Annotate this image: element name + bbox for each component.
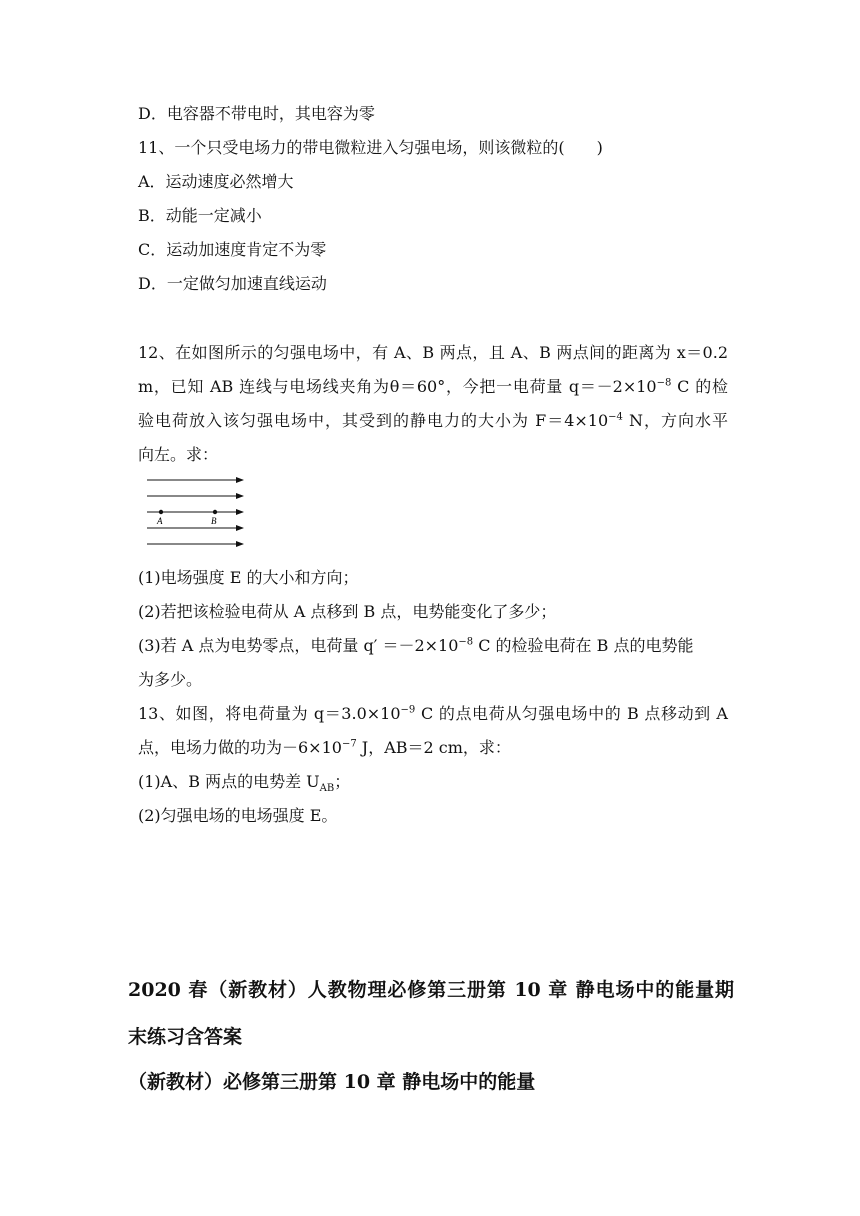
- q11-stem: 11、一个只受电场力的带电微粒进入匀强电场，则该微粒的( ): [138, 138, 603, 157]
- q13-sub1: (1)A、B 两点的电势差 $U_{AB}$；: [138, 772, 351, 795]
- point-b: [213, 510, 217, 514]
- point-a: [159, 510, 163, 514]
- q13-sub2: (2)匀强电场的电场强度 E。: [138, 806, 338, 825]
- q12-sub1: (1)电场强度 E 的大小和方向；: [138, 568, 359, 587]
- q12-stem-line1: 12、在如图所示的匀强电场中，有 A、B 两点，且 A、B 两点间的距离为 x＝0.2: [138, 343, 728, 362]
- q11-option-b: B．动能一定减小: [138, 206, 262, 225]
- q11-option-a: A．运动速度必然增大: [138, 172, 294, 191]
- q12-stem-line3: 验电荷放入该匀强电场中，其受到的静电力的大小为 $F=4\times 10^{-4}$ N，方向水平: [138, 411, 728, 430]
- q13-stem-line2: 点，电场力做的功为$-6\times 10^{-7}$ J，AB＝2 cm，求：: [138, 738, 511, 757]
- point-a-label: A: [157, 516, 163, 526]
- document-title-line2: 末练习含答案: [128, 1026, 243, 1048]
- q12-sub3: (3)若 A 点为电势零点，电荷量 $q' =-2\times 10^{-8}$ C 的检验电荷在 B 点的电势能: [138, 636, 694, 655]
- q12-stem-line2: m，已知 AB 连线与电场线夹角为θ＝60°，今把一电荷量 $q=-2\times 10^{-8}$ C 的检: [138, 377, 728, 396]
- q12-sub3-cont: 为多少。: [138, 670, 203, 689]
- electric-field-figure: [145, 472, 249, 552]
- document-title-line1: 2020 春（新教材）人教物理必修第三册第 10 章 静电场中的能量期: [128, 979, 734, 1001]
- q11-option-c: C．运动加速度肯定不为零: [138, 240, 327, 259]
- q10-option-d: D．电容器不带电时，其电容为零: [138, 104, 375, 123]
- q13-stem-line1: 13、如图，将电荷量为 $q=3.0\times 10^{-9}$ C 的点电荷从匀强电场中的 B 点移动到 A: [138, 704, 728, 723]
- section-heading: （新教材）必修第三册第 10 章 静电场中的能量: [128, 1071, 536, 1093]
- point-b-label: B: [211, 516, 217, 526]
- q11-option-d: D．一定做匀加速直线运动: [138, 274, 327, 293]
- q12-stem-line4: 向左。求：: [138, 445, 219, 464]
- q12-sub2: (2)若把该检验电荷从 A 点移到 B 点，电势能变化了多少；: [138, 602, 557, 621]
